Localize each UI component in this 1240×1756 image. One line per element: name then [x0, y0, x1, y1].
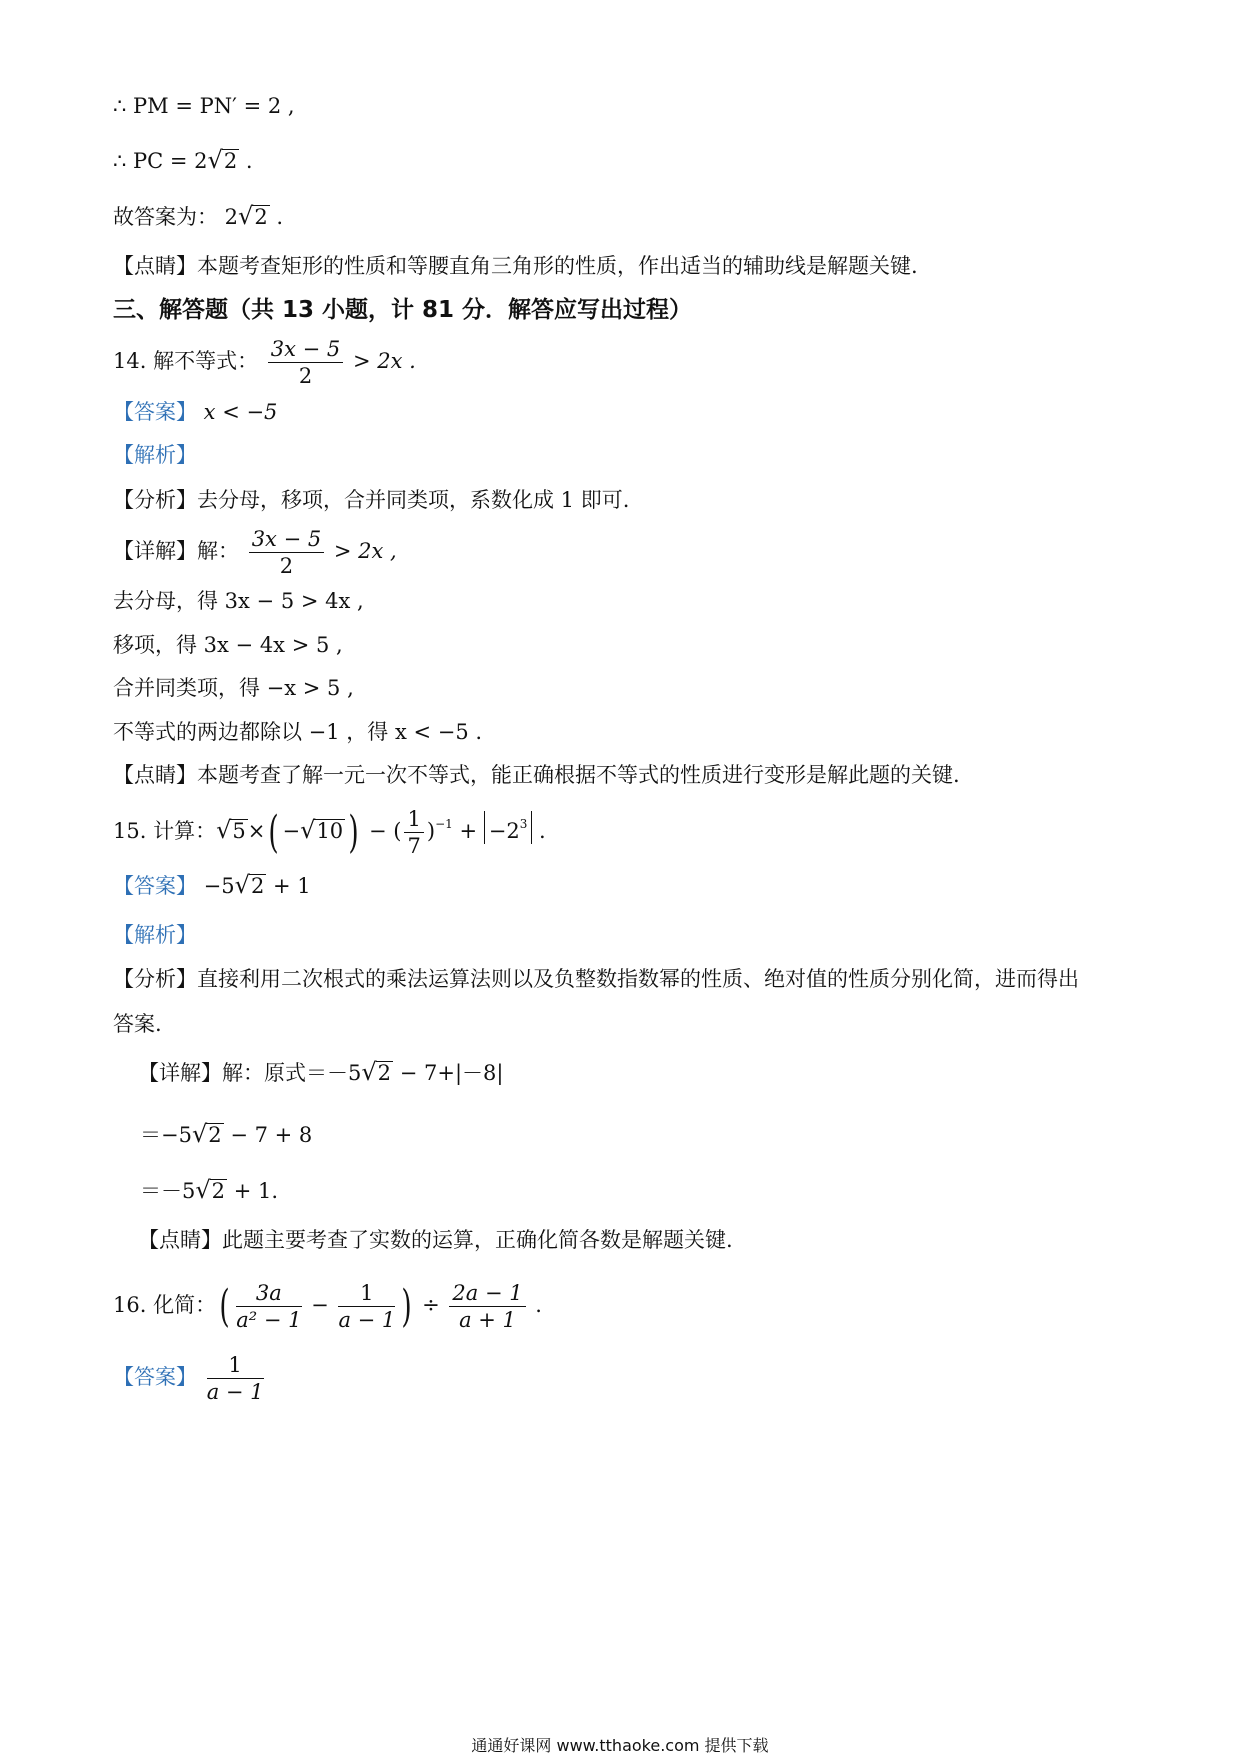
q15-detail	[138, 1058, 503, 1087]
q15-minus: − (	[362, 819, 402, 843]
q14-denominator: 2	[298, 364, 313, 388]
q14-fraction	[268, 336, 344, 389]
sqrt-icon: √	[234, 871, 250, 899]
q16-denominator-2: a − 1	[338, 1308, 396, 1332]
q15-step2-suffix: + 1.	[227, 1179, 279, 1203]
q15-abs	[484, 811, 533, 844]
answer-is-suffix: .	[269, 205, 284, 229]
q15-answer-suffix: + 1	[266, 874, 311, 898]
q15-detail-prefix: 【详解】解：原式＝－5	[138, 1061, 362, 1085]
sqrt-icon: √	[195, 1176, 211, 1204]
line-pm-equals: ∴ PM = PN′ = 2 ,	[113, 94, 295, 118]
answer-tag: 【答案】	[113, 400, 197, 424]
q15-answer-radicand: 2	[250, 874, 265, 898]
answer-is-radicand: 2	[254, 205, 268, 229]
q15-answer	[113, 871, 311, 900]
q15-fenxi-line1: 【分析】直接利用二次根式的乘法运算法则以及负整数指数幂的性质、绝对值的性质分别化简，进而得出	[113, 967, 1079, 991]
q16-denominator-1: a² − 1	[236, 1308, 302, 1332]
line-dianjing-13: 【点睛】本题考查矩形的性质和等腰直角三角形的性质，作出适当的辅助线是解题关键.	[113, 254, 918, 278]
sqrt-icon: √	[300, 816, 316, 844]
answer-tag: 【答案】	[113, 1365, 197, 1389]
q15-neg: −	[282, 819, 301, 843]
answer-tag: 【答案】	[113, 874, 197, 898]
q16-divide: ÷	[415, 1293, 447, 1317]
q15-exponent: −1	[435, 817, 453, 831]
q15-denominator: 7	[407, 834, 421, 858]
q14-detail-label: 【详解】解：	[113, 539, 239, 563]
q14-fenxi: 【分析】去分母，移项，合并同类项，系数化成 1 即可.	[113, 488, 630, 512]
q15-step2	[140, 1176, 278, 1205]
q14-analysis-tag: 【解析】	[113, 443, 197, 467]
q15-step2-prefix: ＝－5	[140, 1179, 196, 1203]
q14-dianjing: 【点睛】本题考查了解一元一次不等式，能正确根据不等式的性质进行变形是解此题的关键.	[113, 763, 960, 787]
q16-numerator-1: 3a	[236, 1280, 301, 1307]
q16-answer-denominator: a − 1	[206, 1380, 264, 1404]
q15-abs-base: −2	[488, 819, 520, 843]
q14-detail-denominator: 2	[279, 554, 294, 578]
q14-numerator: 3x − 5	[268, 336, 344, 363]
q15-numerator: 1	[404, 806, 423, 833]
q14-step4: 不等式的两边都除以 −1 ，得 x < −5 .	[113, 720, 483, 744]
line-pc-prefix: ∴ PC = 2	[113, 149, 208, 173]
q14-detail-numerator: 3x − 5	[249, 526, 325, 553]
q14-answer	[113, 398, 277, 426]
q14-step1: 去分母，得 3x − 5 > 4x ,	[113, 589, 364, 613]
q16-denominator-3: a + 1	[459, 1308, 516, 1332]
line-pc-equals	[113, 146, 253, 175]
q15-step1-radicand: 2	[208, 1123, 222, 1147]
q15-step1	[140, 1120, 312, 1149]
q15-plus: +	[452, 819, 484, 843]
q15-step1-prefix: ＝−5	[140, 1123, 192, 1147]
q16-answer	[113, 1352, 267, 1405]
q16-fraction-1	[236, 1280, 301, 1333]
section-title: 三、解答题（共 13 小题，计 81 分．解答应写出过程）	[113, 297, 693, 323]
line-answer-is	[113, 202, 283, 231]
q15-detail-radicand: 2	[377, 1061, 392, 1085]
right-paren-icon: )	[401, 1280, 413, 1332]
q15-answer-prefix: −5	[197, 874, 235, 898]
q15-abs-exponent: 3	[519, 817, 528, 831]
q14-detail-fraction	[249, 526, 325, 579]
q15-tail: .	[532, 819, 546, 843]
q14-answer-value: x < −5	[197, 400, 278, 424]
q15-detail-suffix: − 7+|－8|	[393, 1061, 504, 1085]
q16-numerator-2: 1	[338, 1280, 395, 1307]
q16-label: 16. 化简：	[113, 1293, 217, 1317]
q16-numerator-3: 2a − 1	[449, 1280, 525, 1307]
q14-tail: > 2x .	[352, 349, 416, 373]
q14-detail	[113, 526, 397, 579]
q15-radicand-10: 10	[316, 819, 344, 843]
q14-step3: 合并同类项，得 −x > 5 ,	[113, 676, 354, 700]
line-pc-suffix: .	[239, 149, 253, 173]
sqrt-icon: √	[238, 202, 254, 230]
q16-answer-fraction	[207, 1352, 264, 1405]
left-paren-icon: (	[219, 1280, 230, 1332]
q15-times: ×	[247, 819, 266, 843]
q16-fraction-2	[338, 1280, 395, 1333]
sqrt-icon: √	[361, 1058, 377, 1086]
q16-tail: .	[528, 1293, 542, 1317]
q14-question	[113, 336, 416, 389]
q16-answer-numerator: 1	[207, 1352, 264, 1379]
q15-step1-suffix: − 7 + 8	[223, 1123, 313, 1147]
q15-step2-radicand: 2	[211, 1179, 226, 1203]
q15-analysis-tag: 【解析】	[113, 923, 197, 947]
q14-label: 14. 解不等式：	[113, 349, 259, 373]
q15-radicand-5: 5	[232, 819, 246, 843]
q15-label: 15. 计算：	[113, 819, 217, 843]
q16-question	[113, 1280, 542, 1333]
q15-fenxi-line2: 答案.	[113, 1012, 162, 1036]
right-paren-icon: )	[348, 806, 359, 858]
q15-dianjing: 【点睛】此题主要考查了实数的运算，正确化简各数是解题关键.	[138, 1228, 733, 1252]
q16-fraction-3	[449, 1280, 525, 1333]
left-paren-icon: (	[268, 806, 280, 858]
answer-is-prefix: 故答案为： 2	[113, 205, 239, 229]
q16-minus: −	[304, 1293, 336, 1317]
q14-step2: 移项，得 3x − 4x > 5 ,	[113, 633, 343, 657]
sqrt-icon: √	[216, 816, 232, 844]
q15-question: 15. 计算：√5×( −√10 ) − ( $\frac{1}{7}$ )$^{-1} + -2^3$ .	[113, 806, 546, 858]
sqrt-icon: √	[191, 1120, 208, 1148]
page-footer: 通通好课网 www.tthaoke.com 提供下载	[471, 1736, 769, 1755]
q15-fraction	[404, 806, 423, 859]
q14-detail-tail: > 2x ,	[333, 539, 397, 563]
line-pc-radicand: 2	[223, 149, 238, 173]
sqrt-icon: √	[207, 146, 223, 174]
